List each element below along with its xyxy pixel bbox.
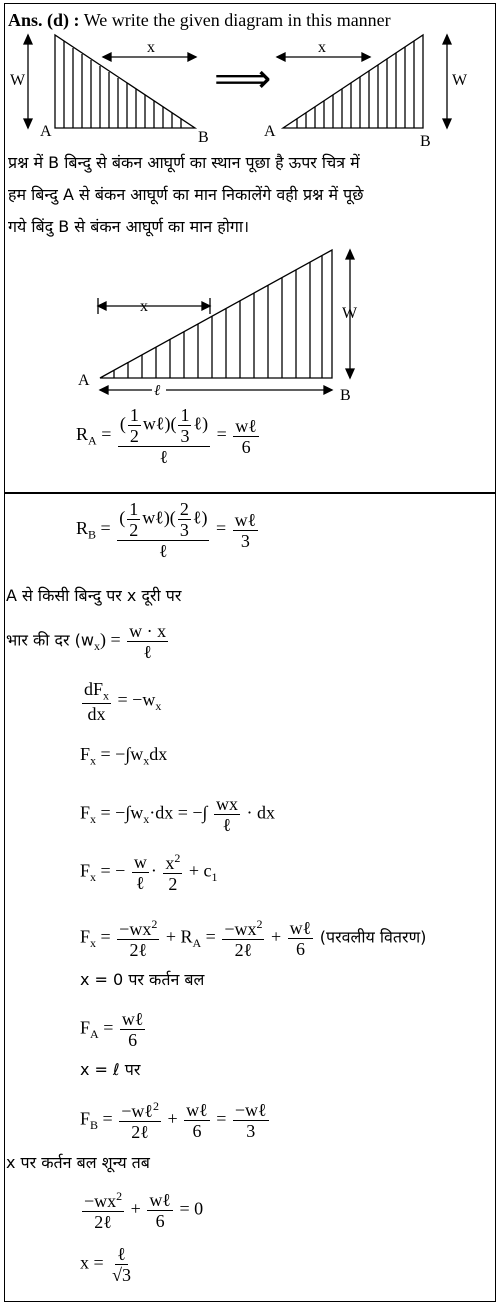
step-9-fa: $F_A$ = $\frac{\text{wℓ}}{6}$ <box>80 1009 144 1050</box>
parabolic-note: (परवलीय वितरण) <box>319 927 427 947</box>
step-4-integral: $F_x = -\int w_xdx$ <box>80 744 168 768</box>
diagram2-length-label: ℓ <box>154 383 161 399</box>
step-14-result: x = $\frac{\text{ℓ}}{√3}$ <box>80 1244 132 1285</box>
load-diagram-conversion <box>0 30 500 150</box>
step-13-zero-shear: $\frac{-wx^2}{\text{2ℓ}}$ + $\frac{\text{wℓ}}{6}$ = 0 <box>84 1189 204 1232</box>
diagram2-a-label: A <box>78 372 90 389</box>
diagram2-b-label: B <box>340 387 351 404</box>
right-x-label: x <box>318 39 326 56</box>
explanation-line-1: प्रश्न में B बिन्दु से बंकन आघूर्ण का स्थान पूछा है ऊपर चित्र में <box>8 153 360 172</box>
bottom-frame <box>4 493 496 1302</box>
right-b-label: B <box>420 133 431 150</box>
left-x-label: x <box>147 39 155 56</box>
left-a-label: A <box>40 123 52 140</box>
triangular-load-diagram <box>0 240 500 410</box>
answer-label: Ans. (d) : <box>8 10 80 30</box>
answer-heading <box>8 11 391 29</box>
explanation-line-3: गये बिंदु B से बंकन आघूर्ण का मान होगा। <box>8 217 250 236</box>
step-2-load-rate: भार की दर $(w_x)$ = $\frac{w \cdot x}{\text{ℓ}}$ <box>6 621 167 662</box>
left-triangle <box>24 35 196 128</box>
ra-equation: $R_A$ = ( $\frac{1}{2}$ wℓ)( $\frac{1}{3}$ ℓ) ℓ = $\frac{\text{wℓ}}{6}$ <box>76 405 257 467</box>
step-8: x = 0 पर कर्तन बल <box>80 970 205 989</box>
step-11-fb: $F_B$ = $\frac{-w\ell^2}{\text{2ℓ}}$ + $\frac{\text{wℓ}}{6}$ = $\frac{\text{−wℓ}}{3}$ <box>80 1099 267 1142</box>
conversion-arrow: ⟹ <box>214 56 272 102</box>
step-12: x पर कर्तन बल शून्य तब <box>6 1153 150 1172</box>
diagram2-w-label: W <box>342 305 358 322</box>
right-triangle <box>277 35 451 128</box>
left-b-label: B <box>198 129 209 146</box>
step-1: A से किसी बिन्दु पर x दूरी पर <box>6 586 182 605</box>
explanation-line-2: हम बिन्दु A से बंकन आघूर्ण का मान निकालेंगे वही प्रश्न में पूछे <box>8 185 364 204</box>
left-w-label: W <box>10 72 26 89</box>
step-6-shear-general: $F_x$ = − $\frac{w}{\text{ℓ}}$ · $\frac{x^2}{2}$ + $c_1$ <box>80 851 218 894</box>
diagram2-x-label: x <box>140 298 148 315</box>
step-5-integral-expanded: $F_x = -\int w_x\cdot dx$ = −∫ $\frac{wx}{\text{ℓ}}$ · dx <box>80 794 275 835</box>
right-a-label: A <box>264 123 276 140</box>
step-10: x = ℓ पर <box>80 1060 141 1079</box>
step-3-derivative: $\frac{dF_x}{dx}$ = $-w_x$ <box>84 679 162 724</box>
step-7-shear-expression: $F_x$ = $\frac{-wx^2}{\text{2ℓ}}$ + $R_A$ = $\frac{-wx^2}{\text{2ℓ}}$ + $\frac{\text{wℓ}}{6}$ (परवलीय वितरण) <box>80 917 427 960</box>
right-w-label: W <box>452 72 468 89</box>
answer-intro: We write the given diagram in this manner <box>83 10 391 30</box>
rb-equation: $R_B$ = ( $\frac{1}{2}$ wℓ)( $\frac{2}{3}$ ℓ) ℓ = $\frac{\text{wℓ}}{3}$ <box>76 499 257 561</box>
